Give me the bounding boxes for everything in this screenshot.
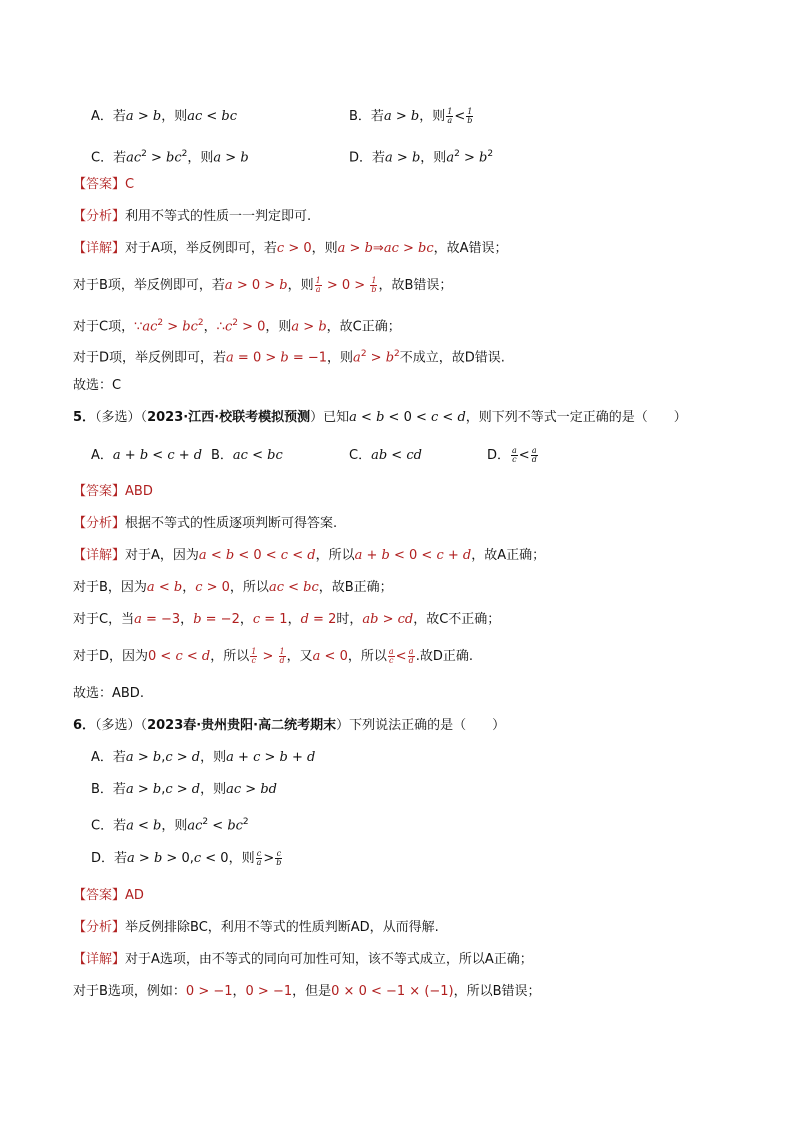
q4-option-b-label: B． bbox=[349, 109, 371, 124]
q5-option-c: C．ab < cd bbox=[349, 448, 422, 463]
q5-option-c-label: C． bbox=[349, 448, 372, 463]
q6-option-d: D．若a > b > 0,c < 0，则 $\frac{c}{a}$ > $\frac{c}{b}$ bbox=[91, 849, 282, 867]
q5-detail-1: 【详解】对于A，因为a < b < 0 < c < d，所以a + b < 0 < c + d，故A正确； bbox=[73, 548, 546, 563]
q5-detail-3: 对于C，当a = −3，b = −2，c = 1，d = 2时，ab > cd，故C不正确； bbox=[73, 612, 501, 627]
analysis-tag: 【分析】 bbox=[73, 516, 126, 531]
q4-option-a: A．若a > b，则ac < bc bbox=[91, 109, 238, 124]
q4-answer bbox=[73, 175, 134, 195]
analysis-text: 举反例排除BC，利用不等式的性质判断AD，从而得解. bbox=[125, 920, 439, 935]
q4-option-a-label: A． bbox=[91, 109, 113, 124]
analysis-tag: 【分析】 bbox=[73, 920, 126, 935]
q4-choice bbox=[73, 376, 121, 396]
q6-option-b-label: B． bbox=[91, 782, 113, 797]
q6-option-b: B．若a > b,c > d，则ac > bd bbox=[91, 782, 277, 797]
answer-tag: 【答案】 bbox=[73, 484, 126, 499]
q6-option-c-label: C． bbox=[91, 818, 114, 834]
answer-value: C bbox=[125, 177, 135, 192]
q6-option-c: C．若a < b，则$ac^2 < bc^2$ bbox=[91, 817, 249, 834]
q6-detail-1: 【详解】对于A选项，由不等式的同向可加性可知，该不等式成立，所以A正确； bbox=[73, 952, 533, 967]
q6-option-a: A．若a > b,c > d，则a + c > b + d bbox=[91, 750, 316, 765]
q5-detail-2: 对于B，因为a < b，c > 0，所以ac < bc，故B正确； bbox=[73, 580, 393, 595]
answer-tag: 【答案】 bbox=[73, 177, 126, 192]
choice-text: 故选：C bbox=[73, 378, 122, 393]
q5-answer bbox=[73, 482, 153, 502]
detail-tag: 【详解】 bbox=[73, 241, 126, 256]
q5-option-a: A．a + b < c + d bbox=[91, 448, 203, 463]
q5-option-a-label: A． bbox=[91, 448, 113, 463]
q6-option-d-label: D． bbox=[91, 851, 115, 866]
q4-option-d: D．若a > b，则$a^2 > b^2$ bbox=[349, 149, 494, 166]
q5-choice bbox=[73, 684, 144, 704]
q4-analysis bbox=[73, 207, 311, 227]
q4-option-b: B．若a > b，则 $\frac{1}{a}$ < $\frac{1}{b}$ bbox=[349, 107, 473, 125]
q5-analysis bbox=[73, 514, 337, 534]
q6-detail-2: 对于B选项，例如：0 > −1，0 > −1，但是0 × 0 < −1 × (−1)，所以B错误； bbox=[73, 984, 541, 999]
q5-stem: 5．（多选）（2023·江西·校联考模拟预测）已知a < b < 0 < c < d，则下列不等式一定正确的是（ ） bbox=[73, 410, 687, 425]
question-number: 6． bbox=[73, 718, 96, 733]
q4-option-c-label: C． bbox=[91, 150, 114, 166]
q4-detail-2: 对于B项，举反例即可，若a > 0 > b，则 $\frac{1}{a}$ > 0 > $\frac{1}{b}$ ，故B错误； bbox=[73, 276, 453, 294]
choice-text: 故选：ABD. bbox=[73, 686, 144, 701]
question-number: 5． bbox=[73, 410, 96, 425]
q5-option-d-label: D． bbox=[487, 448, 511, 463]
analysis-tag: 【分析】 bbox=[73, 209, 126, 224]
q4-option-c: C．若$ac^2 > bc^2$，则a > b bbox=[91, 149, 249, 166]
q6-answer bbox=[73, 886, 144, 906]
answer-value: AD bbox=[125, 888, 144, 903]
q4-detail-4: 对于D项，举反例即可，若a = 0 > b = −1，则$a^2 > b^2$不成立，故D错误. bbox=[73, 349, 505, 366]
analysis-text: 根据不等式的性质逐项判断可得答案. bbox=[125, 516, 338, 531]
answer-value: ABD bbox=[125, 484, 153, 499]
q5-detail-4: 对于D，因为0 < c < d，所以 $\frac{1}{c}$ > $\frac{1}{d}$ ，又a < 0，所以 $\frac{a}{c}$ < $\frac{a}{d}$ .故D正确. bbox=[73, 647, 473, 665]
q5-option-b-label: B． bbox=[211, 448, 233, 463]
analysis-text: 利用不等式的性质一一判定即可. bbox=[125, 209, 312, 224]
q5-option-b: B．ac < bc bbox=[211, 448, 283, 463]
q4-detail-1: 【详解】对于A项，举反例即可，若c > 0，则a > b⇒ac > bc，故A错误； bbox=[73, 241, 508, 256]
detail-tag: 【详解】 bbox=[73, 548, 126, 563]
q5-option-d: D． $\frac{a}{c}$ < $\frac{a}{d}$ bbox=[487, 446, 537, 464]
q6-analysis bbox=[73, 918, 439, 938]
q4-detail-3: 对于C项，$\because ac^2 > bc^2$，$\therefore c^2 > 0$，则a > b，故C正确； bbox=[73, 318, 401, 335]
q6-stem: 6．（多选）（2023春·贵州贵阳·高二统考期末）下列说法正确的是（ ） bbox=[73, 718, 506, 733]
answer-tag: 【答案】 bbox=[73, 888, 126, 903]
q4-option-d-label: D． bbox=[349, 150, 373, 166]
q6-option-a-label: A． bbox=[91, 750, 113, 765]
detail-tag: 【详解】 bbox=[73, 952, 126, 967]
